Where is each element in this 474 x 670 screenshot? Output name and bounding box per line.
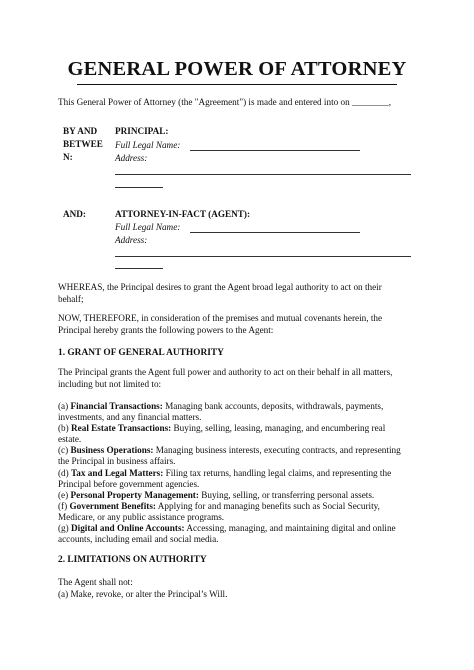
- agent-name-field[interactable]: [190, 232, 360, 233]
- agent-name-label: Full Legal Name:: [115, 222, 181, 232]
- title-underline: [77, 84, 397, 85]
- list-item: [58, 523, 401, 534]
- section-2-line: The Agent shall not:: [58, 577, 133, 587]
- between-label-line2: BETWEE: [63, 139, 103, 149]
- item-title: Government Benefits:: [69, 500, 156, 511]
- section-2-body: [58, 577, 227, 600]
- intro-date-blank: ________,: [352, 97, 392, 107]
- list-item-continuation: Medicare, or any public assistance programs.: [58, 511, 225, 522]
- principal-name-field[interactable]: [190, 150, 360, 151]
- list-item-continuation: the Principal in business affairs.: [58, 456, 176, 467]
- section-2-line: (a) Make, revoke, or alter the Principal’s Will.: [58, 588, 228, 599]
- item-title: Financial Transactions:: [70, 401, 163, 411]
- section-1-intro: [58, 367, 392, 390]
- between-label-line3: N:: [63, 152, 73, 162]
- item-text: Buying, selling, or transferring personal assets.: [198, 489, 375, 500]
- list-item: [58, 423, 401, 434]
- list-item: [58, 468, 401, 479]
- item-prefix: (e): [58, 489, 71, 500]
- intro-text: This General Power of Attorney (the "Agreement") is made and entered into on: [58, 97, 350, 107]
- list-item-continuation: investments, and any financial matters.: [58, 412, 202, 423]
- document-title: GENERAL POWER OF ATTORNEY: [67, 58, 407, 80]
- item-text: Buying, selling, leasing, managing, and encumbering real: [171, 423, 386, 434]
- item-prefix: (g): [58, 523, 72, 534]
- powers-list: [58, 401, 401, 545]
- principal-name-label: Full Legal Name:: [115, 140, 181, 150]
- item-text: Managing bank accounts, deposits, withdrawals, payments,: [162, 401, 384, 411]
- agent-address-field-2[interactable]: [115, 268, 163, 269]
- list-item: [58, 490, 401, 501]
- section-1-heading: 1. GRANT OF GENERAL AUTHORITY: [58, 348, 224, 358]
- list-item-continuation: accounts, including email and social media.: [58, 534, 219, 545]
- list-item: [58, 401, 401, 412]
- principal-address-label: Address:: [115, 153, 148, 163]
- item-prefix: (c): [58, 445, 71, 456]
- principal-address-field-2[interactable]: [115, 187, 163, 188]
- section-1-intro-line: including but not limited to:: [58, 378, 162, 389]
- item-text: Managing business interests, executing contracts, and representing: [153, 445, 401, 456]
- section-2-heading: 2. LIMITATIONS ON AUTHORITY: [58, 555, 207, 565]
- item-title: Personal Property Management:: [70, 489, 199, 500]
- whereas-line: behalf;: [58, 293, 84, 304]
- agent-address-label: Address:: [115, 235, 148, 245]
- item-text: Accessing, managing, and maintaining digital and online: [184, 523, 396, 534]
- and-label: AND:: [63, 209, 86, 219]
- list-item-continuation: estate.: [58, 434, 82, 445]
- between-label-line1: BY AND: [63, 126, 98, 136]
- item-prefix: (d): [58, 467, 72, 478]
- item-title: Real Estate Transactions:: [71, 423, 172, 434]
- item-prefix: (b): [58, 423, 72, 434]
- list-item-continuation: Principal before government agencies.: [58, 478, 200, 489]
- now-therefore-paragraph: [58, 313, 382, 336]
- item-text: Filing tax returns, handling legal claims, and representing the: [163, 467, 392, 478]
- whereas-paragraph: [58, 282, 382, 305]
- item-text: Applying for and managing benefits such as Social Security,: [155, 500, 380, 511]
- list-item: [58, 501, 401, 512]
- principal-address-field-1[interactable]: [115, 174, 411, 175]
- agent-heading: ATTORNEY-IN-FACT (AGENT):: [115, 209, 251, 219]
- item-prefix: (a): [58, 401, 71, 411]
- whereas-line: WHEREAS, the Principal desires to grant the Agent broad legal authority to act on their: [58, 282, 382, 292]
- agent-address-field-1[interactable]: [115, 256, 411, 257]
- list-item: [58, 445, 401, 456]
- intro-line: [58, 97, 391, 109]
- item-prefix: (f): [58, 500, 70, 511]
- now-therefore-line: Principal hereby grants the following powers to the Agent:: [58, 324, 274, 335]
- item-title: Tax and Legal Matters:: [71, 467, 164, 478]
- item-title: Business Operations:: [70, 445, 154, 456]
- now-therefore-line: NOW, THEREFORE, in consideration of the premises and mutual covenants herein, the: [58, 313, 383, 323]
- principal-heading: PRINCIPAL:: [115, 126, 169, 136]
- section-1-intro-line: The Principal grants the Agent full power and authority to act on their behalf in all matters,: [58, 367, 393, 377]
- item-title: Digital and Online Accounts:: [71, 523, 185, 534]
